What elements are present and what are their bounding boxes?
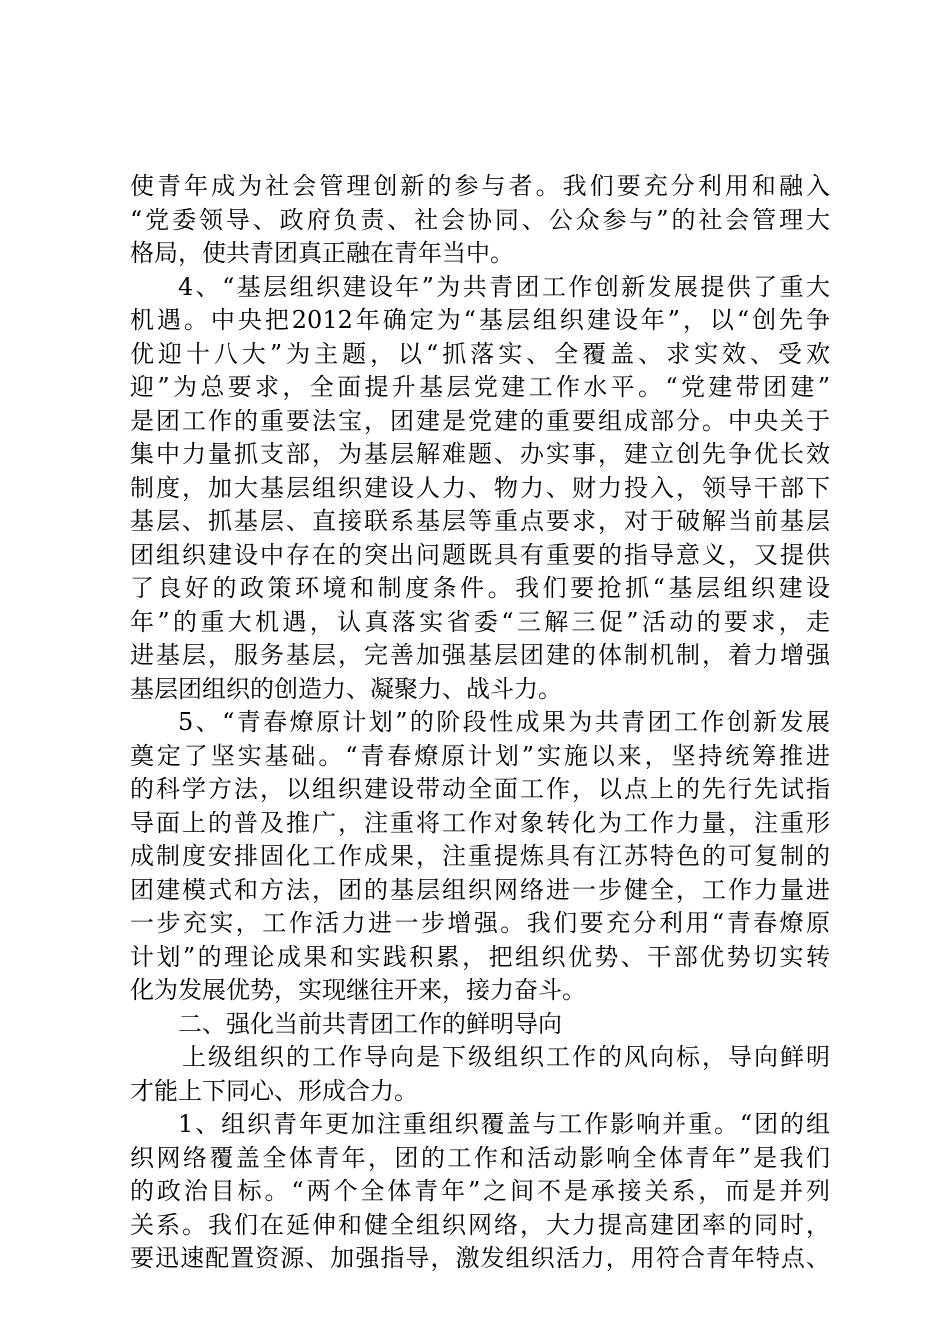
text-line: 才能上下同心、形成合力。 bbox=[130, 1076, 418, 1105]
text-line: 成制度安排固化工作成果，注重提炼具有江苏特色的可复制的 bbox=[130, 842, 830, 870]
text-line: 是团工作的重要法宝，团建是党建的重要组成部分。中央关于 bbox=[130, 406, 830, 435]
text-line: 集中力量抓支部，为基层解难题、办实事，建立创先争优长效 bbox=[130, 440, 830, 468]
text-line: 使青年成为社会管理创新的参与者。我们要充分利用和融入 bbox=[130, 172, 830, 200]
text-line: 化为发展优势，实现继往开来，接力奋斗。 bbox=[130, 976, 586, 1004]
text-line: 5、“青春燎原计划”的阶段性成果为共青团工作创新发展 bbox=[178, 708, 830, 736]
text-line: 要迅速配置资源、加强指导，激发组织活力，用符合青年特点、 bbox=[130, 1244, 830, 1272]
document-body bbox=[130, 170, 830, 1276]
text-line: 团组织建设中存在的突出问题既具有重要的指导意义，又提供 bbox=[130, 540, 830, 569]
text-line: 的政治目标。“两个全体青年”之间不是承接关系，而是并列 bbox=[130, 1177, 830, 1205]
text-line: “党委领导、政府负责、社会协同、公众参与”的社会管理大 bbox=[130, 205, 830, 234]
text-line: 1、组织青年更加注重组织覆盖与工作影响并重。“团的组 bbox=[178, 1110, 830, 1138]
text-line: 导面上的普及推广，注重将工作对象转化为工作力量，注重形 bbox=[130, 808, 830, 837]
text-line: 基层、抓基层、直接联系基层等重点要求，对于破解当前基层 bbox=[130, 507, 830, 535]
text-line: 优迎十八大”为主题，以“抓落实、全覆盖、求实效、受欢 bbox=[130, 339, 830, 368]
text-line: 一步充实，工作活力进一步增强。我们要充分利用“青春燎原 bbox=[130, 909, 830, 937]
text-line: 格局，使共青团真正融在青年当中。 bbox=[130, 239, 514, 267]
text-line: 上级组织的工作导向是下级组织工作的风向标，导向鲜明 bbox=[182, 1043, 830, 1071]
text-line: 迎”为总要求，全面提升基层党建工作水平。“党建带团建” bbox=[130, 373, 830, 401]
text-line: 4、“基层组织建设年”为共青团工作创新发展提供了重大 bbox=[178, 272, 830, 301]
text-line: 机遇。中央把2012年确定为“基层组织建设年”，以“创先争 bbox=[130, 306, 830, 334]
text-line: 了良好的政策环境和制度条件。我们要抢抓“基层组织建设 bbox=[130, 574, 830, 602]
text-line: 基层团组织的创造力、凝聚力、战斗力。 bbox=[130, 674, 562, 703]
text-line: 二、强化当前共青团工作的鲜明导向 bbox=[178, 1009, 562, 1038]
text-line: 制度，加大基层组织建设人力、物力、财力投入，领导干部下 bbox=[130, 473, 830, 502]
text-line: 年”的重大机遇，认真落实省委“三解三促”活动的要求，走 bbox=[130, 607, 830, 636]
text-line: 计划”的理论成果和实践积累，把组织优势、干部优势切实转 bbox=[130, 942, 830, 971]
text-line: 的科学方法，以组织建设带动全面工作，以点上的先行先试指 bbox=[130, 775, 830, 803]
text-line: 团建模式和方法，团的基层组织网络进一步健全，工作力量进 bbox=[130, 875, 830, 904]
text-line: 织网络覆盖全体青年，团的工作和活动影响全体青年”是我们 bbox=[130, 1143, 830, 1172]
text-line: 进基层，服务基层，完善加强基层团建的体制机制，着力增强 bbox=[130, 641, 830, 669]
text-line: 关系。我们在延伸和健全组织网络，大力提高建团率的同时， bbox=[130, 1210, 830, 1239]
text-line: 奠定了坚实基础。“青春燎原计划”实施以来，坚持统筹推进 bbox=[130, 741, 830, 770]
